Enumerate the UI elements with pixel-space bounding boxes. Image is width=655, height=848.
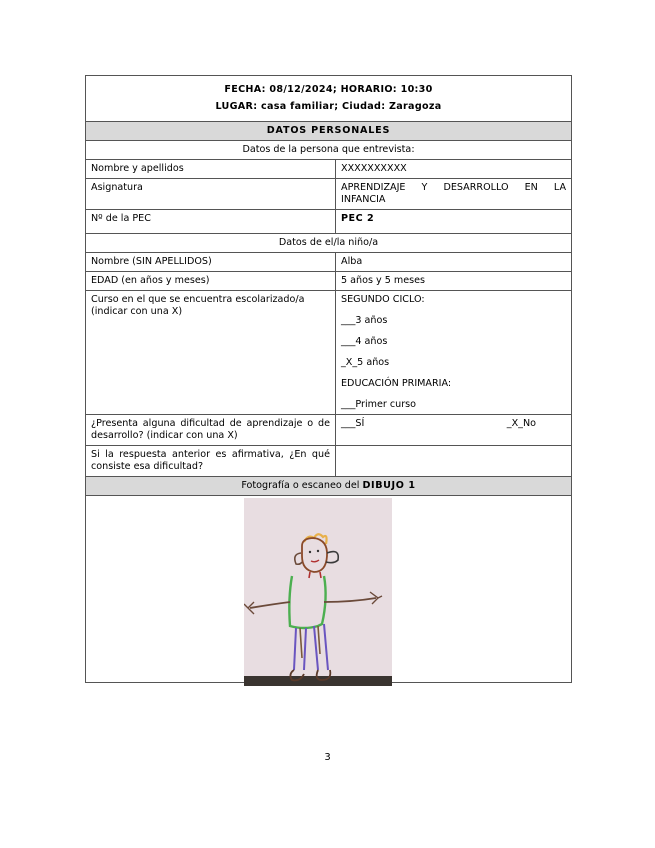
course-row: [86, 291, 572, 415]
child-subtitle: Datos de el/la niño/a: [86, 234, 572, 253]
stick-figure-drawing: [244, 498, 392, 686]
header-row: [86, 76, 572, 122]
interview-form-table: [85, 75, 572, 683]
field-label: Nombre (SIN APELLIDOS): [86, 253, 336, 272]
difficulty-row: [86, 415, 572, 446]
option-primary: EDUCACIÓN PRIMARIA:: [341, 378, 452, 389]
date-time-line: FECHA: 08/12/2024; HORARIO: 10:30: [224, 84, 433, 95]
field-label: ¿Presenta alguna dificultad de aprendizaje o de desarrollo? (indicar con una X): [86, 415, 336, 446]
course-options: [336, 291, 572, 415]
field-value: 5 años y 5 meses: [336, 272, 572, 291]
child-name-row: [86, 253, 572, 272]
field-label: Curso en el que se encuentra escolarizado/a (indicar con una X): [86, 291, 336, 415]
interviewer-subtitle-row: [86, 141, 572, 160]
name-row: [86, 160, 572, 179]
page-number: 3: [324, 752, 331, 763]
option-3-years: ___3 años: [341, 315, 388, 326]
field-label: EDAD (en años y meses): [86, 272, 336, 291]
field-label: Si la respuesta anterior es afirmativa, ¿En qué consiste esa dificultad?: [86, 446, 336, 477]
subject-row: [86, 179, 572, 210]
section-header-personal: [86, 122, 572, 141]
field-value: XXXXXXXXXX: [336, 160, 572, 179]
drawing-section-header: [86, 477, 572, 496]
field-value: PEC 2: [336, 210, 572, 234]
child-subtitle-row: [86, 234, 572, 253]
pec-row: [86, 210, 572, 234]
field-value: [336, 446, 572, 477]
option-no: _X_No: [506, 418, 537, 429]
difficulty-detail-row: [86, 446, 572, 477]
option-first-course: ___Primer curso: [341, 399, 417, 410]
age-row: [86, 272, 572, 291]
field-value: APRENDIZAJE Y DESARROLLO EN LA INFANCIA: [336, 179, 572, 210]
field-label: Nombre y apellidos: [86, 160, 336, 179]
field-value: Alba: [336, 253, 572, 272]
option-second-cycle: SEGUNDO CICLO:: [341, 294, 425, 305]
option-5-years: _X_5 años: [341, 357, 390, 368]
difficulty-options: [336, 415, 572, 446]
drawing-row: [86, 496, 572, 683]
child-drawing-photo: [244, 498, 392, 686]
drawing-section-title: Fotografía o escaneo del DIBUJO 1: [86, 477, 572, 496]
section-title: DATOS PERSONALES: [86, 122, 572, 141]
place-city-line: LUGAR: casa familiar; Ciudad: Zaragoza: [215, 101, 442, 112]
interviewer-subtitle: Datos de la persona que entrevista:: [86, 141, 572, 160]
field-label: Nº de la PEC: [86, 210, 336, 234]
field-label: Asignatura: [86, 179, 336, 210]
option-4-years: ___4 años: [341, 336, 388, 347]
drawing-cell: [86, 496, 572, 683]
option-yes: ___SÍ: [341, 418, 365, 429]
header-cell: [86, 76, 572, 122]
